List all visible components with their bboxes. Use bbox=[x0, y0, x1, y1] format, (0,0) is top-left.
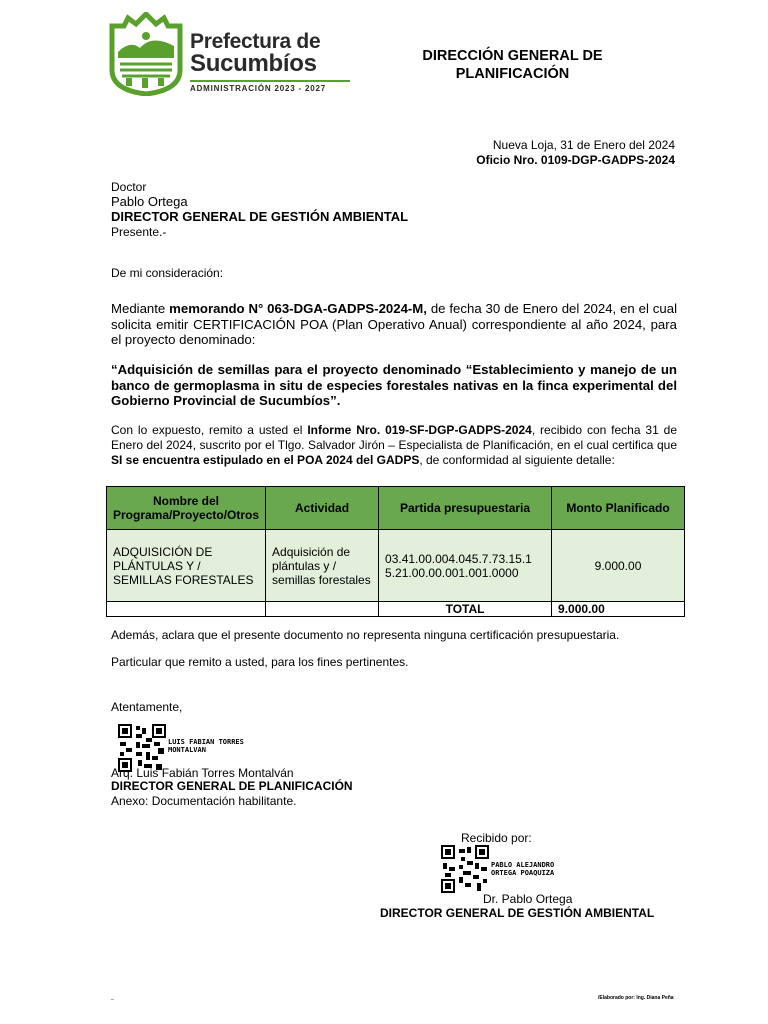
oficio-number: Oficio Nro. 0109-DGP-GADPS-2024 bbox=[476, 153, 675, 167]
total-empty-cell bbox=[107, 602, 266, 617]
receiver-stamp-line2: ORTEGA POAQUIZA bbox=[491, 869, 555, 877]
poa-statement: SI se encuentra estipulado en el POA 2024 del GADPS bbox=[111, 453, 420, 467]
recipient-title: Doctor bbox=[111, 180, 147, 194]
total-label: TOTAL bbox=[379, 602, 552, 617]
footer-mark: _ bbox=[111, 995, 114, 1001]
header-programa: Nombre del Programa/Proyecto/Otros bbox=[107, 487, 266, 530]
qr-code-icon bbox=[441, 845, 489, 893]
table-row bbox=[107, 530, 685, 602]
paragraph-memorandum: Mediante memorando N° 063-DGA-GADPS-2024-M, de fecha 30 de Enero del 2024, en el cual solicita emitir CERTIFICACIÓN POA (Plan Operativo Anual) correspondiente al año 2024, para el proyecto denominado: bbox=[111, 301, 677, 347]
department-heading bbox=[380, 47, 645, 83]
department-line1: DIRECCIÓN GENERAL DE bbox=[422, 48, 603, 64]
emblem-icon bbox=[108, 12, 184, 96]
annex-note: Anexo: Documentación habilitante. bbox=[111, 794, 297, 808]
department-line2: PLANIFICACIÓN bbox=[455, 66, 570, 82]
cell-programa: ADQUISICIÓN DE PLÁNTULAS Y / SEMILLAS FORESTALES bbox=[107, 530, 266, 602]
logo-administration: ADMINISTRACIÓN 2023 - 2027 bbox=[190, 84, 326, 93]
digital-signature-stamp bbox=[168, 738, 244, 754]
header-partida: Partida presupuestaria bbox=[379, 487, 552, 530]
recipient-presente: Presente.- bbox=[111, 225, 167, 239]
receiver-role: DIRECTOR GENERAL DE GESTIÓN AMBIENTAL bbox=[380, 906, 655, 920]
logo-title-line1: Prefectura de bbox=[190, 30, 321, 53]
digital-signature-stamp bbox=[491, 861, 554, 877]
total-value: 9.000.00 bbox=[552, 602, 685, 617]
paragraph-informe: Con lo expuesto, remito a usted el Informe Nro. 019-SF-DGP-GADPS-2024, recibido con fecha 31 de Enero del 2024, suscrito por el Tlgo. Salvador Jirón – Especialista de Planificación, en el cual certifica que SI se encuentra estipulado en el POA 2024 del GADPS, de conformidad al siguiente detalle: bbox=[111, 423, 678, 467]
greeting: De mi consideración: bbox=[111, 266, 224, 280]
cell-actividad: Adquisición de plántulas y / semillas forestales bbox=[266, 530, 379, 602]
header-actividad: Actividad bbox=[266, 487, 379, 530]
footer-elaborated-by: /Elaborado por: Ing. Diana Peña bbox=[598, 995, 674, 1001]
recipient-name: Pablo Ortega bbox=[111, 194, 188, 209]
cell-partida: 03.41.00.004.045.7.73.15.1 5.21.00.00.001.001.0000 bbox=[379, 530, 552, 602]
qr-code-icon bbox=[118, 724, 166, 772]
memorandum-ref: memorando N° 063-DGA-GADPS-2024-M, bbox=[169, 301, 427, 316]
project-name-quote: “Adquisición de semillas para el proyecto denominado “Establecimiento y manejo de un banco de germoplasma in situ de especies forestales nativas en la finca experimental del Gobierno Provincial de Sucumbíos”. bbox=[111, 362, 677, 408]
signer-stamp-line1: LUIS FABIAN TORRES bbox=[168, 738, 244, 746]
header-monto: Monto Planificado bbox=[552, 487, 685, 530]
place-date: Nueva Loja, 31 de Enero del 2024 bbox=[492, 138, 675, 152]
closing-salutation: Atentamente, bbox=[111, 700, 183, 714]
signer-role: DIRECTOR GENERAL DE PLANIFICACIÓN bbox=[111, 779, 353, 793]
table-total-row bbox=[107, 602, 685, 617]
total-empty-cell bbox=[266, 602, 379, 617]
signer-stamp-line2: MONTALVAN bbox=[168, 746, 206, 754]
informe-ref: Informe Nro. 019-SF-DGP-GADPS-2024 bbox=[307, 423, 532, 437]
logo-divider bbox=[190, 80, 350, 82]
logo-title-line2: Sucumbíos bbox=[190, 50, 317, 77]
cell-monto: 9.000.00 bbox=[552, 530, 685, 602]
signer-name: Arq. Luis Fabián Torres Montalván bbox=[111, 766, 294, 780]
recipient-role: DIRECTOR GENERAL DE GESTIÓN AMBIENTAL bbox=[111, 209, 409, 224]
paragraph-closing-note: Particular que remito a usted, para los fines pertinentes. bbox=[111, 655, 409, 669]
paragraph-clarification: Además, aclara que el presente documento no representa ninguna certificación presupuestaria. bbox=[111, 628, 620, 642]
received-by-label: Recibido por: bbox=[461, 831, 532, 845]
table-header-row bbox=[107, 487, 685, 530]
budget-table bbox=[106, 486, 685, 617]
receiver-stamp-line1: PABLO ALEJANDRO bbox=[491, 861, 555, 869]
receiver-name: Dr. Pablo Ortega bbox=[483, 892, 573, 906]
